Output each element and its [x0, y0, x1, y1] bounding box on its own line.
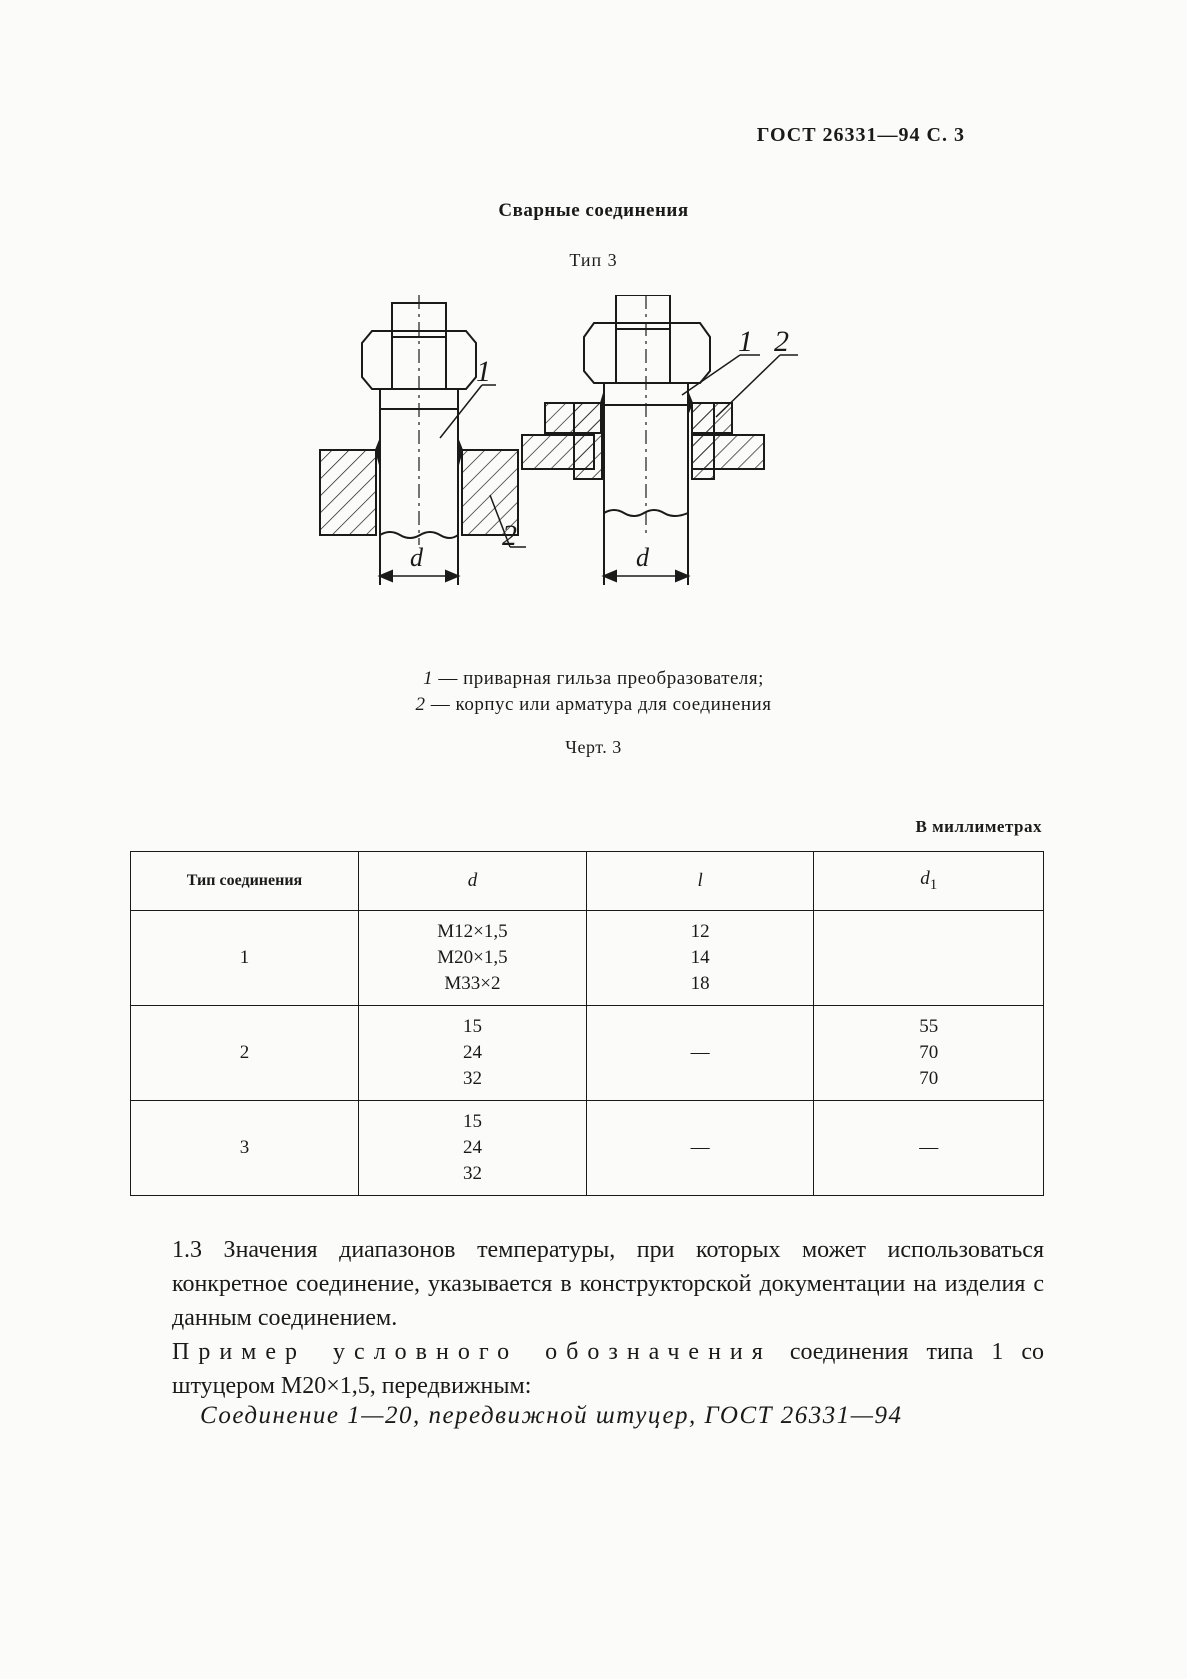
left-view	[320, 295, 526, 585]
header-d1: $d_1$	[814, 852, 1044, 911]
section-title: Сварные соединения	[498, 200, 689, 221]
right-dim-label: d	[636, 543, 649, 572]
cell-l: —	[586, 1006, 814, 1101]
right-part2-label: 2	[774, 325, 789, 358]
header-l: l	[586, 852, 814, 911]
cell-l: —	[586, 1101, 814, 1196]
table-header-row	[131, 852, 1044, 911]
header-type: Тип соединения	[131, 852, 359, 911]
page-header: ГОСТ 26331—94 С. 3	[756, 124, 965, 146]
cell-d1: —	[814, 1101, 1044, 1196]
right-part1-label: 1	[738, 325, 753, 358]
cell-type: 1	[131, 911, 359, 1006]
designation-example: Соединение 1—20, передвижной штуцер, ГОСТ 26331—94	[200, 1402, 903, 1429]
example-heading: Пример условного обозначения	[172, 1339, 772, 1365]
technical-drawing	[300, 295, 860, 635]
cell-d1: 55 70 70	[814, 1006, 1044, 1101]
dimensions-table	[130, 851, 1044, 1196]
paragraph-example	[172, 1335, 1044, 1403]
table-row	[131, 1006, 1044, 1101]
cell-d: М12×1,5 М20×1,5 М33×2	[358, 911, 586, 1006]
header-d: d	[358, 852, 586, 911]
table-row	[131, 911, 1044, 1006]
cell-d1	[814, 911, 1044, 1006]
table-row	[131, 1101, 1044, 1196]
type-label: Тип 3	[569, 250, 618, 270]
cell-l: 12 14 18	[586, 911, 814, 1006]
cell-d: 15 24 32	[358, 1006, 586, 1101]
cell-d: 15 24 32	[358, 1101, 586, 1196]
figure-label: Черт. 3	[565, 737, 622, 757]
right-view	[522, 295, 798, 585]
legend-item-1: 1 — приварная гильза преобразователя;	[423, 668, 764, 689]
legend-item-2: 2 — корпус или арматура для соединения	[415, 694, 772, 715]
figure-legend	[0, 666, 1187, 718]
paragraph-1-3: 1.3 Значения диапазонов температуры, при которых может использоваться конкретное соединение, указывается в конструкторской документации на изделия с данным соединением.	[172, 1237, 1044, 1331]
left-part2-label: 2	[502, 519, 517, 552]
example-text: соединения типа 1 со штуцером М20×1,5, передвижным:	[172, 1339, 1045, 1399]
left-dim-label: d	[410, 543, 423, 572]
left-part1-label: 1	[476, 355, 491, 388]
cell-type: 2	[131, 1006, 359, 1101]
cell-type: 3	[131, 1101, 359, 1196]
units-note: В миллиметрах	[915, 817, 1042, 836]
